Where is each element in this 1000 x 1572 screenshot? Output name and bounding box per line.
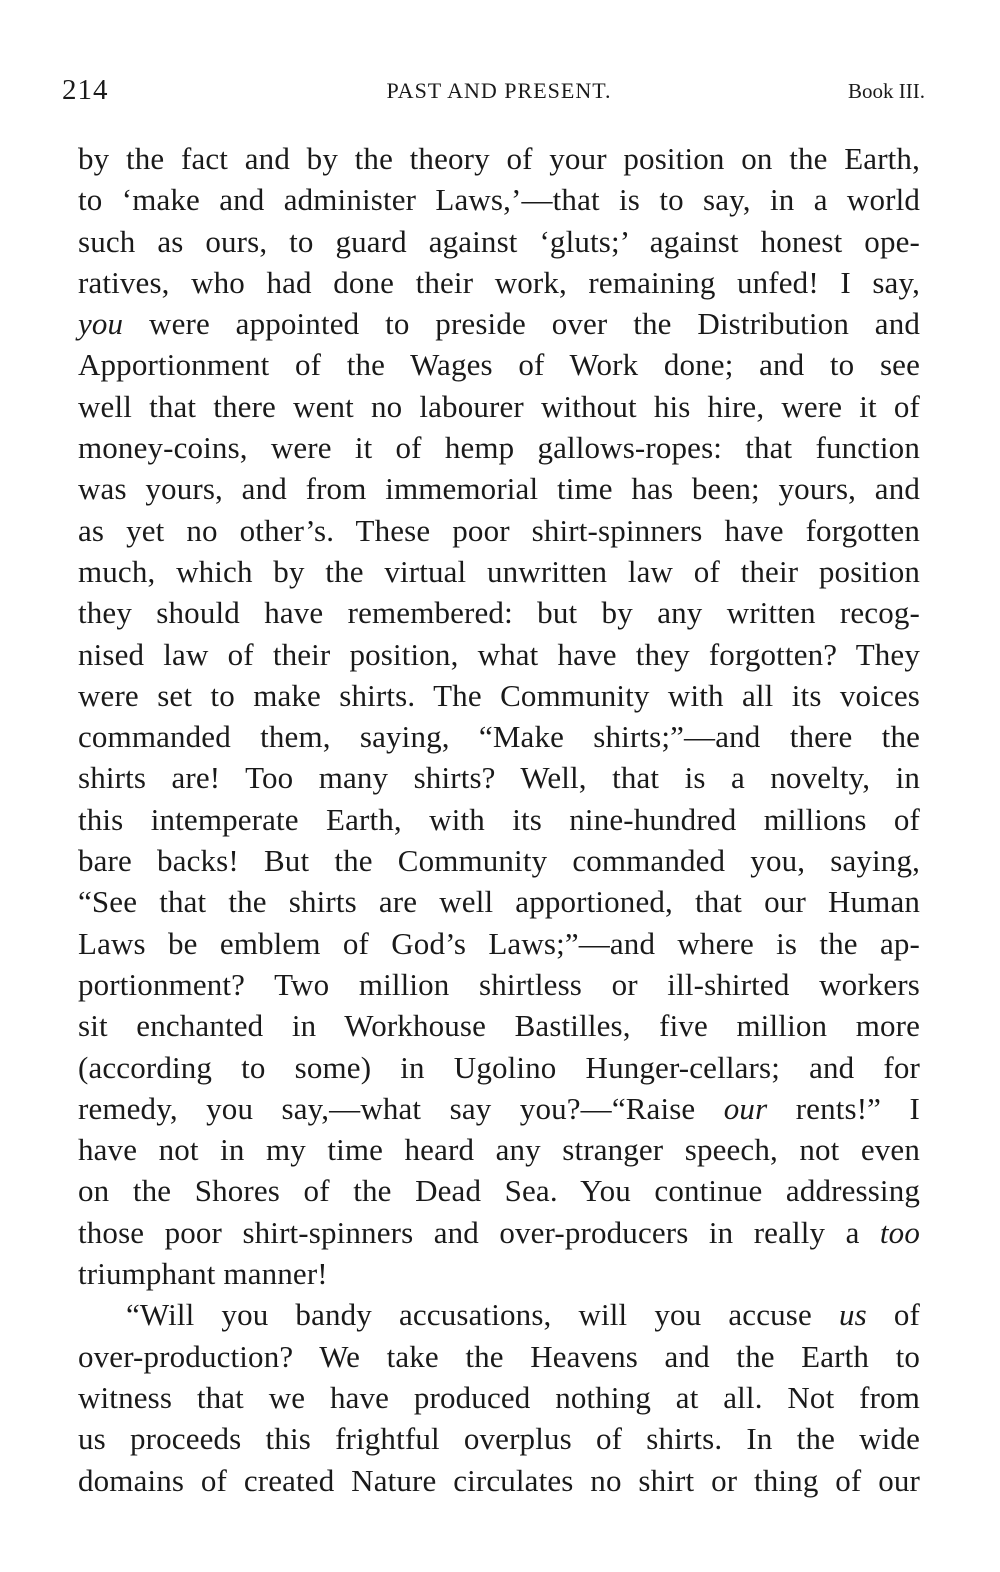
- text-line: us proceeds this frightful overplus of shirts. In the wide: [78, 1421, 920, 1457]
- italic-text: you: [78, 306, 124, 342]
- text-line: were set to make shirts. The Community with all its voices: [78, 677, 920, 713]
- text-line: much, which by the virtual unwritten law of their position: [78, 553, 920, 589]
- text-line: [78, 1212, 920, 1253]
- text-line: this intemperate Earth, with its nine-hundred millions of: [78, 801, 920, 837]
- text-line: they should have remembered: but by any written recog-: [78, 595, 920, 631]
- body-text: [78, 138, 920, 1501]
- text-segment: were appointed to preside over the Distribution and: [123, 306, 920, 342]
- text-line: triumphant manner!: [78, 1256, 328, 1292]
- text-line: Apportionment of the Wages of Work done; and to see: [78, 347, 920, 383]
- book-page: [62, 70, 925, 1501]
- text-line: well that there went no labourer without his hire, were it of: [78, 388, 920, 424]
- text-line: witness that we have produced nothing at all. Not from: [78, 1379, 920, 1415]
- text-line: [78, 1294, 920, 1335]
- text-line: “See that the shirts are well apportioned, that our Human: [78, 884, 920, 920]
- text-segment: “Will you bandy accusations, will you accuse: [126, 1297, 839, 1333]
- text-line: [78, 303, 920, 344]
- book-label: Book III.: [848, 79, 925, 103]
- text-line: ratives, who had done their work, remaining unfed! I say,: [78, 264, 920, 300]
- text-line: nised law of their position, what have they forgotten? They: [78, 636, 920, 672]
- text-line: portionment? Two million shirtless or ill-shirted workers: [78, 966, 920, 1002]
- text-line: shirts are! Too many shirts? Well, that is a novelty, in: [78, 760, 920, 796]
- text-line: commanded them, saying, “Make shirts;”—and there the: [78, 719, 920, 755]
- text-line: (according to some) in Ugolino Hunger-cellars; and for: [78, 1049, 920, 1085]
- text-segment: those poor shirt-spinners and over-producers in really a: [78, 1214, 880, 1250]
- text-line: over-production? We take the Heavens and the Earth to: [78, 1338, 920, 1374]
- text-segment: remedy, you say,—what say you?—“Raise: [78, 1090, 724, 1126]
- text-line: on the Shores of the Dead Sea. You continue addressing: [78, 1173, 920, 1209]
- running-head: [62, 70, 925, 110]
- text-line: Laws be emblem of God’s Laws;”—and where is the ap-: [78, 925, 920, 961]
- italic-text: too: [879, 1214, 920, 1250]
- text-line: as yet no other’s. These poor shirt-spinners have forgotten: [78, 512, 920, 548]
- running-title: PAST AND PRESENT.: [386, 78, 612, 103]
- text-segment: rents!” I: [767, 1090, 920, 1126]
- text-segment: of: [866, 1297, 920, 1333]
- text-line: to ‘make and administer Laws,’—that is to say, in a world: [78, 182, 920, 218]
- page-number: 214: [62, 74, 109, 106]
- text-line: such as ours, to guard against ‘gluts;’ against honest ope-: [78, 223, 920, 259]
- text-line: by the fact and by the theory of your position on the Earth,: [78, 141, 920, 176]
- italic-text: our: [723, 1090, 768, 1126]
- text-line: have not in my time heard any stranger speech, not even: [78, 1132, 920, 1168]
- italic-text: us: [838, 1297, 867, 1333]
- text-line: bare backs! But the Community commanded you, saying,: [78, 843, 920, 879]
- text-line: was yours, and from immemorial time has been; yours, and: [78, 471, 920, 507]
- text-line: money-coins, were it of hemp gallows-ropes: that function: [78, 430, 920, 466]
- text-line: domains of created Nature circulates no shirt or thing of our: [78, 1462, 920, 1498]
- text-line: [78, 1088, 920, 1129]
- text-line: sit enchanted in Workhouse Bastilles, five million more: [78, 1008, 920, 1044]
